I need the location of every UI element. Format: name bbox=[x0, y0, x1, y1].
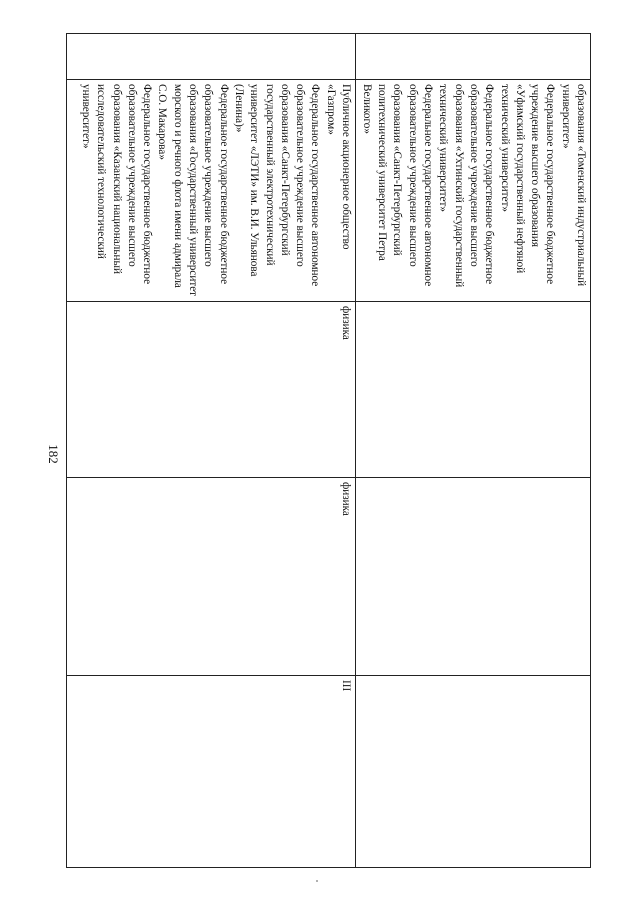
table-row bbox=[356, 34, 591, 868]
index-cell bbox=[67, 34, 356, 80]
subject-b-cell bbox=[356, 478, 591, 676]
level-cell: III bbox=[67, 676, 356, 868]
organizations-cell bbox=[67, 80, 356, 302]
scan-speck bbox=[316, 880, 318, 882]
organization-name: Федеральное государственное автономное образовательное учреждение высшего образования «Санкт-Петербургский политехнический университет Петра Великого» bbox=[360, 84, 435, 287]
index-cell bbox=[356, 34, 591, 80]
organization-name: Публичное акционерное общество «Газпром» bbox=[324, 84, 352, 250]
organization-name: образования «Томенский индустриальный университет» bbox=[559, 84, 587, 287]
page-number: 182 bbox=[46, 444, 61, 464]
subject-a-cell bbox=[356, 302, 591, 478]
organization-name: Федеральное государственное бюджетное образовательное учреждение высшего образования «Казанский национальный исследовательский технологический университет» bbox=[79, 84, 154, 285]
document-table-wrapper bbox=[69, 33, 591, 865]
organization-name: Федеральное государственное бюджетное образовательное учреждение высшего образования «Ухтинский государственный технический университет» bbox=[437, 84, 496, 288]
organization-name: Федеральное государственное бюджетное учреждение высшего образования «Уфимский государственный нефтяной технический университет» bbox=[498, 84, 557, 285]
subject-b-cell: физика bbox=[67, 478, 356, 676]
organizations-cell bbox=[356, 80, 591, 302]
table-row bbox=[67, 34, 356, 868]
organization-name: Федеральное государственное бюджетное образовательное учреждение высшего образования «Государственный университет морского и речного флота имени адмирала С.О. Макарова» bbox=[156, 84, 230, 297]
subject-a-cell: физика bbox=[67, 302, 356, 478]
document-table bbox=[66, 33, 591, 868]
level-cell bbox=[356, 676, 591, 868]
organization-name: Федеральное государственное автономное образовательное учреждение высшего образования «Санкт-Петербургский государственный электротехнический университет «ЛЭТИ» им. В.И. Ульянова (Ленина)» bbox=[232, 84, 322, 287]
